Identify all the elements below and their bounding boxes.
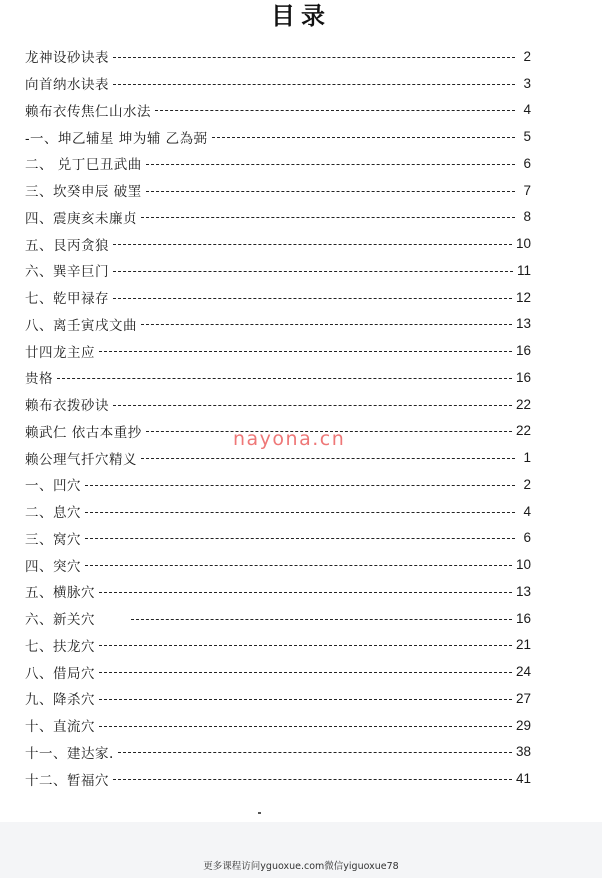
toc-entry[interactable] — [25, 471, 531, 498]
toc-entry[interactable] — [25, 658, 531, 685]
page-title: 目录 — [271, 2, 331, 30]
toc-leader — [146, 164, 515, 165]
toc-entry-page: 16 — [515, 343, 531, 359]
toc-entry-label: 五、横脉穴 — [25, 585, 95, 602]
toc-entry[interactable] — [25, 337, 531, 364]
toc-entry[interactable] — [25, 498, 531, 525]
toc-entry[interactable] — [25, 311, 531, 338]
toc-entry-label: 赖布衣拨砂诀 — [25, 398, 109, 415]
toc-entry-page: 16 — [515, 369, 531, 385]
toc-entry[interactable] — [25, 525, 531, 552]
toc-leader — [99, 592, 512, 593]
toc-leader — [57, 378, 512, 379]
toc-entry-page: 29 — [515, 717, 531, 733]
toc-entry[interactable] — [25, 70, 531, 97]
toc-entry-label: 四、震庚亥未廉贞 — [25, 210, 137, 227]
toc-leader — [113, 779, 512, 780]
toc-entry-page: 8 — [523, 209, 531, 225]
toc-entry[interactable] — [25, 230, 531, 257]
toc-entry-label: 十二、暂福穴 — [25, 772, 109, 789]
toc-entry-label: 赖公理气扦穴精义 — [25, 451, 137, 468]
toc-entry-page: 10 — [515, 557, 531, 573]
toc-entry-page: 22 — [515, 396, 531, 412]
toc-entry-page: 2 — [523, 48, 531, 64]
toc-leader — [141, 324, 512, 325]
toc-leader — [131, 619, 512, 620]
toc-entry-label: 廿四龙主应 — [25, 344, 95, 361]
toc-entry-label: 八、离壬寅戌文曲 — [25, 317, 137, 334]
toc-entry-page: 13 — [515, 583, 531, 599]
toc-entry[interactable] — [25, 632, 531, 659]
toc-entry-page: 5 — [523, 129, 531, 145]
toc-entry-label: 贵格 — [25, 371, 53, 388]
toc-entry-label: 向首纳水诀表 — [25, 77, 109, 94]
toc-leader — [155, 110, 515, 111]
toc-entry-page: 4 — [523, 102, 531, 118]
toc-entry-page: 11 — [516, 262, 531, 278]
toc-entry-page: 7 — [523, 182, 531, 198]
toc-leader — [99, 645, 512, 646]
toc-leader — [113, 405, 512, 406]
toc-entry[interactable] — [25, 605, 531, 632]
toc-entry[interactable] — [25, 391, 531, 418]
toc-leader — [113, 84, 515, 85]
toc-entry[interactable] — [25, 284, 531, 311]
toc-entry-label: 一、凹穴 — [25, 478, 81, 495]
toc-entry[interactable] — [25, 364, 531, 391]
toc-entry-label: 赖武仁 依古本重抄 — [25, 424, 142, 441]
toc-leader — [85, 485, 515, 486]
toc-entry[interactable] — [25, 765, 531, 792]
toc-leader — [85, 512, 515, 513]
scan-dot — [258, 812, 261, 814]
toc-entry-label: 六、巽辛巨门 — [25, 264, 109, 281]
toc-entry-label: 五、艮丙贪狼 — [25, 237, 109, 254]
toc-entry-page: 1 — [523, 450, 531, 466]
toc-entry[interactable] — [25, 685, 531, 712]
toc-leader — [141, 458, 515, 459]
watermark-text: nayona.cn — [233, 428, 346, 450]
toc-leader — [99, 699, 512, 700]
toc-entry-page: 2 — [523, 476, 531, 492]
toc-entry[interactable] — [25, 97, 531, 124]
toc-entry-page: 3 — [523, 75, 531, 91]
toc-entry-page: 41 — [515, 771, 531, 787]
toc-entry-page: 6 — [523, 155, 531, 171]
toc-entry-page: 21 — [515, 637, 531, 653]
toc-leader — [141, 217, 515, 218]
toc-leader — [99, 672, 512, 673]
toc-entry-page: 4 — [523, 503, 531, 519]
toc-entry-label: 二、息穴 — [25, 505, 81, 522]
toc-entry-page: 6 — [523, 530, 531, 546]
toc-entry-label: 七、扶龙穴 — [25, 638, 95, 655]
toc-entry-label: 八、借局穴 — [25, 665, 95, 682]
toc-entry[interactable] — [25, 43, 531, 70]
toc-leader — [99, 726, 512, 727]
toc-entry-label: 十一、建达家. — [25, 745, 114, 762]
toc-entry-page: 12 — [515, 289, 531, 305]
toc-leader — [146, 191, 515, 192]
toc-entry-label: 二、 兑丁巳丑武曲 — [25, 157, 142, 174]
table-of-contents — [25, 43, 531, 792]
toc-entry[interactable] — [25, 551, 531, 578]
toc-entry-page: 24 — [515, 664, 531, 680]
toc-entry[interactable] — [25, 150, 531, 177]
toc-leader — [113, 244, 512, 245]
toc-entry[interactable] — [25, 204, 531, 231]
toc-entry-label: 四、突穴 — [25, 558, 81, 575]
toc-entry[interactable] — [25, 177, 531, 204]
toc-leader — [85, 538, 515, 539]
toc-entry-page: 22 — [515, 423, 531, 439]
toc-entry-label: 十、直流穴 — [25, 719, 95, 736]
toc-entry-label: 九、降杀穴 — [25, 692, 95, 709]
toc-entry-label: 赖布衣传焦仁山水法 — [25, 103, 151, 120]
toc-leader — [113, 271, 513, 272]
toc-entry[interactable] — [25, 123, 531, 150]
toc-entry-page: 10 — [515, 236, 531, 252]
toc-leader — [99, 351, 512, 352]
toc-leader — [113, 57, 515, 58]
toc-entry-label: 三、窝穴 — [25, 531, 81, 548]
toc-leader — [85, 565, 512, 566]
toc-entry[interactable] — [25, 257, 531, 284]
toc-entry-page: 38 — [515, 744, 531, 760]
toc-entry[interactable] — [25, 739, 531, 766]
toc-entry[interactable] — [25, 712, 531, 739]
toc-leader — [113, 298, 512, 299]
toc-entry-label: 七、乾甲禄存 — [25, 291, 109, 308]
toc-entry-label: -一、坤乙辅星 坤为辅 乙為弼 — [25, 130, 208, 147]
toc-entry-label: 龙神设砂诀表 — [25, 50, 109, 67]
toc-leader — [212, 137, 515, 138]
toc-entry-page: 13 — [515, 316, 531, 332]
toc-entry-page: 27 — [515, 690, 531, 706]
toc-entry-label: 三、坎癸申辰 破罣 — [25, 184, 142, 201]
toc-entry-page: 16 — [515, 610, 531, 626]
toc-entry-label: 六、新关穴 — [25, 612, 95, 629]
footer-text: 更多课程访问yguoxue.com微信yiguoxue78 — [203, 861, 399, 872]
toc-entry[interactable] — [25, 578, 531, 605]
toc-leader — [118, 752, 512, 753]
